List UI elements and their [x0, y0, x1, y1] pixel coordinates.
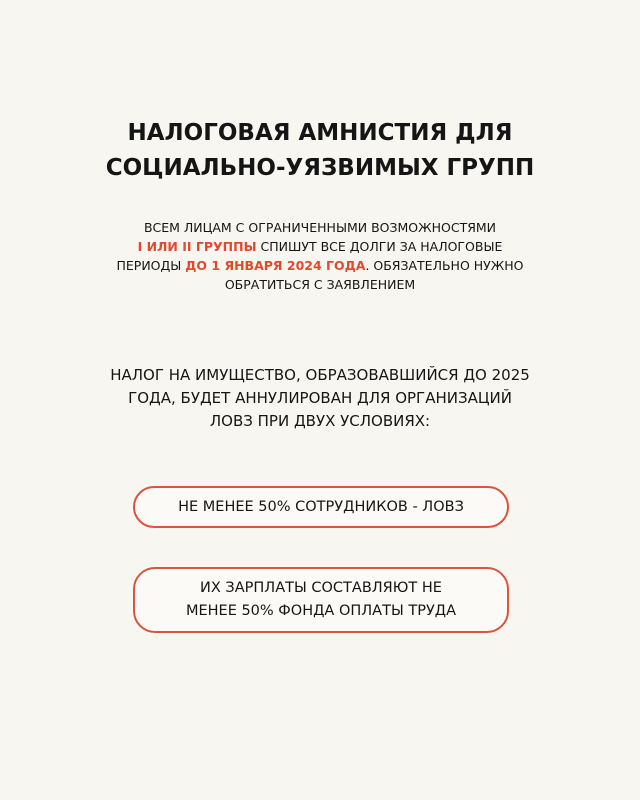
- intro-line-3-start: ПЕРИОДЫ: [116, 258, 186, 273]
- intro-line-1: ВСЕМ ЛИЦАМ С ОГРАНИЧЕННЫМИ ВОЗМОЖНОСТЯМИ: [143, 220, 497, 235]
- condition-pill-employees: [133, 486, 509, 528]
- intro-line-3-rest: . ОБЯЗАТЕЛЬНО НУЖНО: [365, 258, 524, 273]
- condition-pill-salary: [133, 567, 509, 633]
- intro-line-4: ОБРАТИТЬСЯ С ЗАЯВЛЕНИЕМ: [224, 277, 416, 292]
- intro-line-3: [60, 256, 580, 275]
- conditions-line-2: ГОДА, БУДЕТ АННУЛИРОВАН ДЛЯ ОРГАНИЗАЦИЙ: [128, 389, 512, 407]
- condition-pill-text: НЕ МЕНЕЕ 50% СОТРУДНИКОВ - ЛОВЗ: [178, 499, 464, 515]
- group-highlight: I ИЛИ II ГРУППЫ: [137, 239, 257, 254]
- intro-line-2: [60, 237, 580, 256]
- conditions-line-1: НАЛОГ НА ИМУЩЕСТВО, ОБРАЗОВАВШИЙСЯ ДО 2025: [110, 366, 530, 384]
- conditions-line-3: ЛОВЗ ПРИ ДВУХ УСЛОВИЯХ:: [209, 412, 431, 430]
- title-line-2: СОЦИАЛЬНО-УЯЗВИМЫХ ГРУПП: [105, 155, 535, 181]
- condition-pill-text-line-2: МЕНЕЕ 50% ФОНДА ОПЛАТЫ ТРУДА: [185, 603, 457, 619]
- condition-pill-text-line-1: ИХ ЗАРПЛАТЫ СОСТАВЛЯЮТ НЕ: [200, 580, 442, 596]
- page-title: [0, 116, 640, 186]
- conditions-paragraph: [60, 364, 580, 433]
- intro-line-2-rest: СПИШУТ ВСЕ ДОЛГИ ЗА НАЛОГОВЫЕ: [256, 239, 503, 254]
- title-line-1: НАЛОГОВАЯ АМНИСТИЯ ДЛЯ: [127, 120, 513, 146]
- intro-paragraph: [60, 218, 580, 294]
- date-highlight: ДО 1 ЯНВАРЯ 2024 ГОДА: [185, 258, 366, 273]
